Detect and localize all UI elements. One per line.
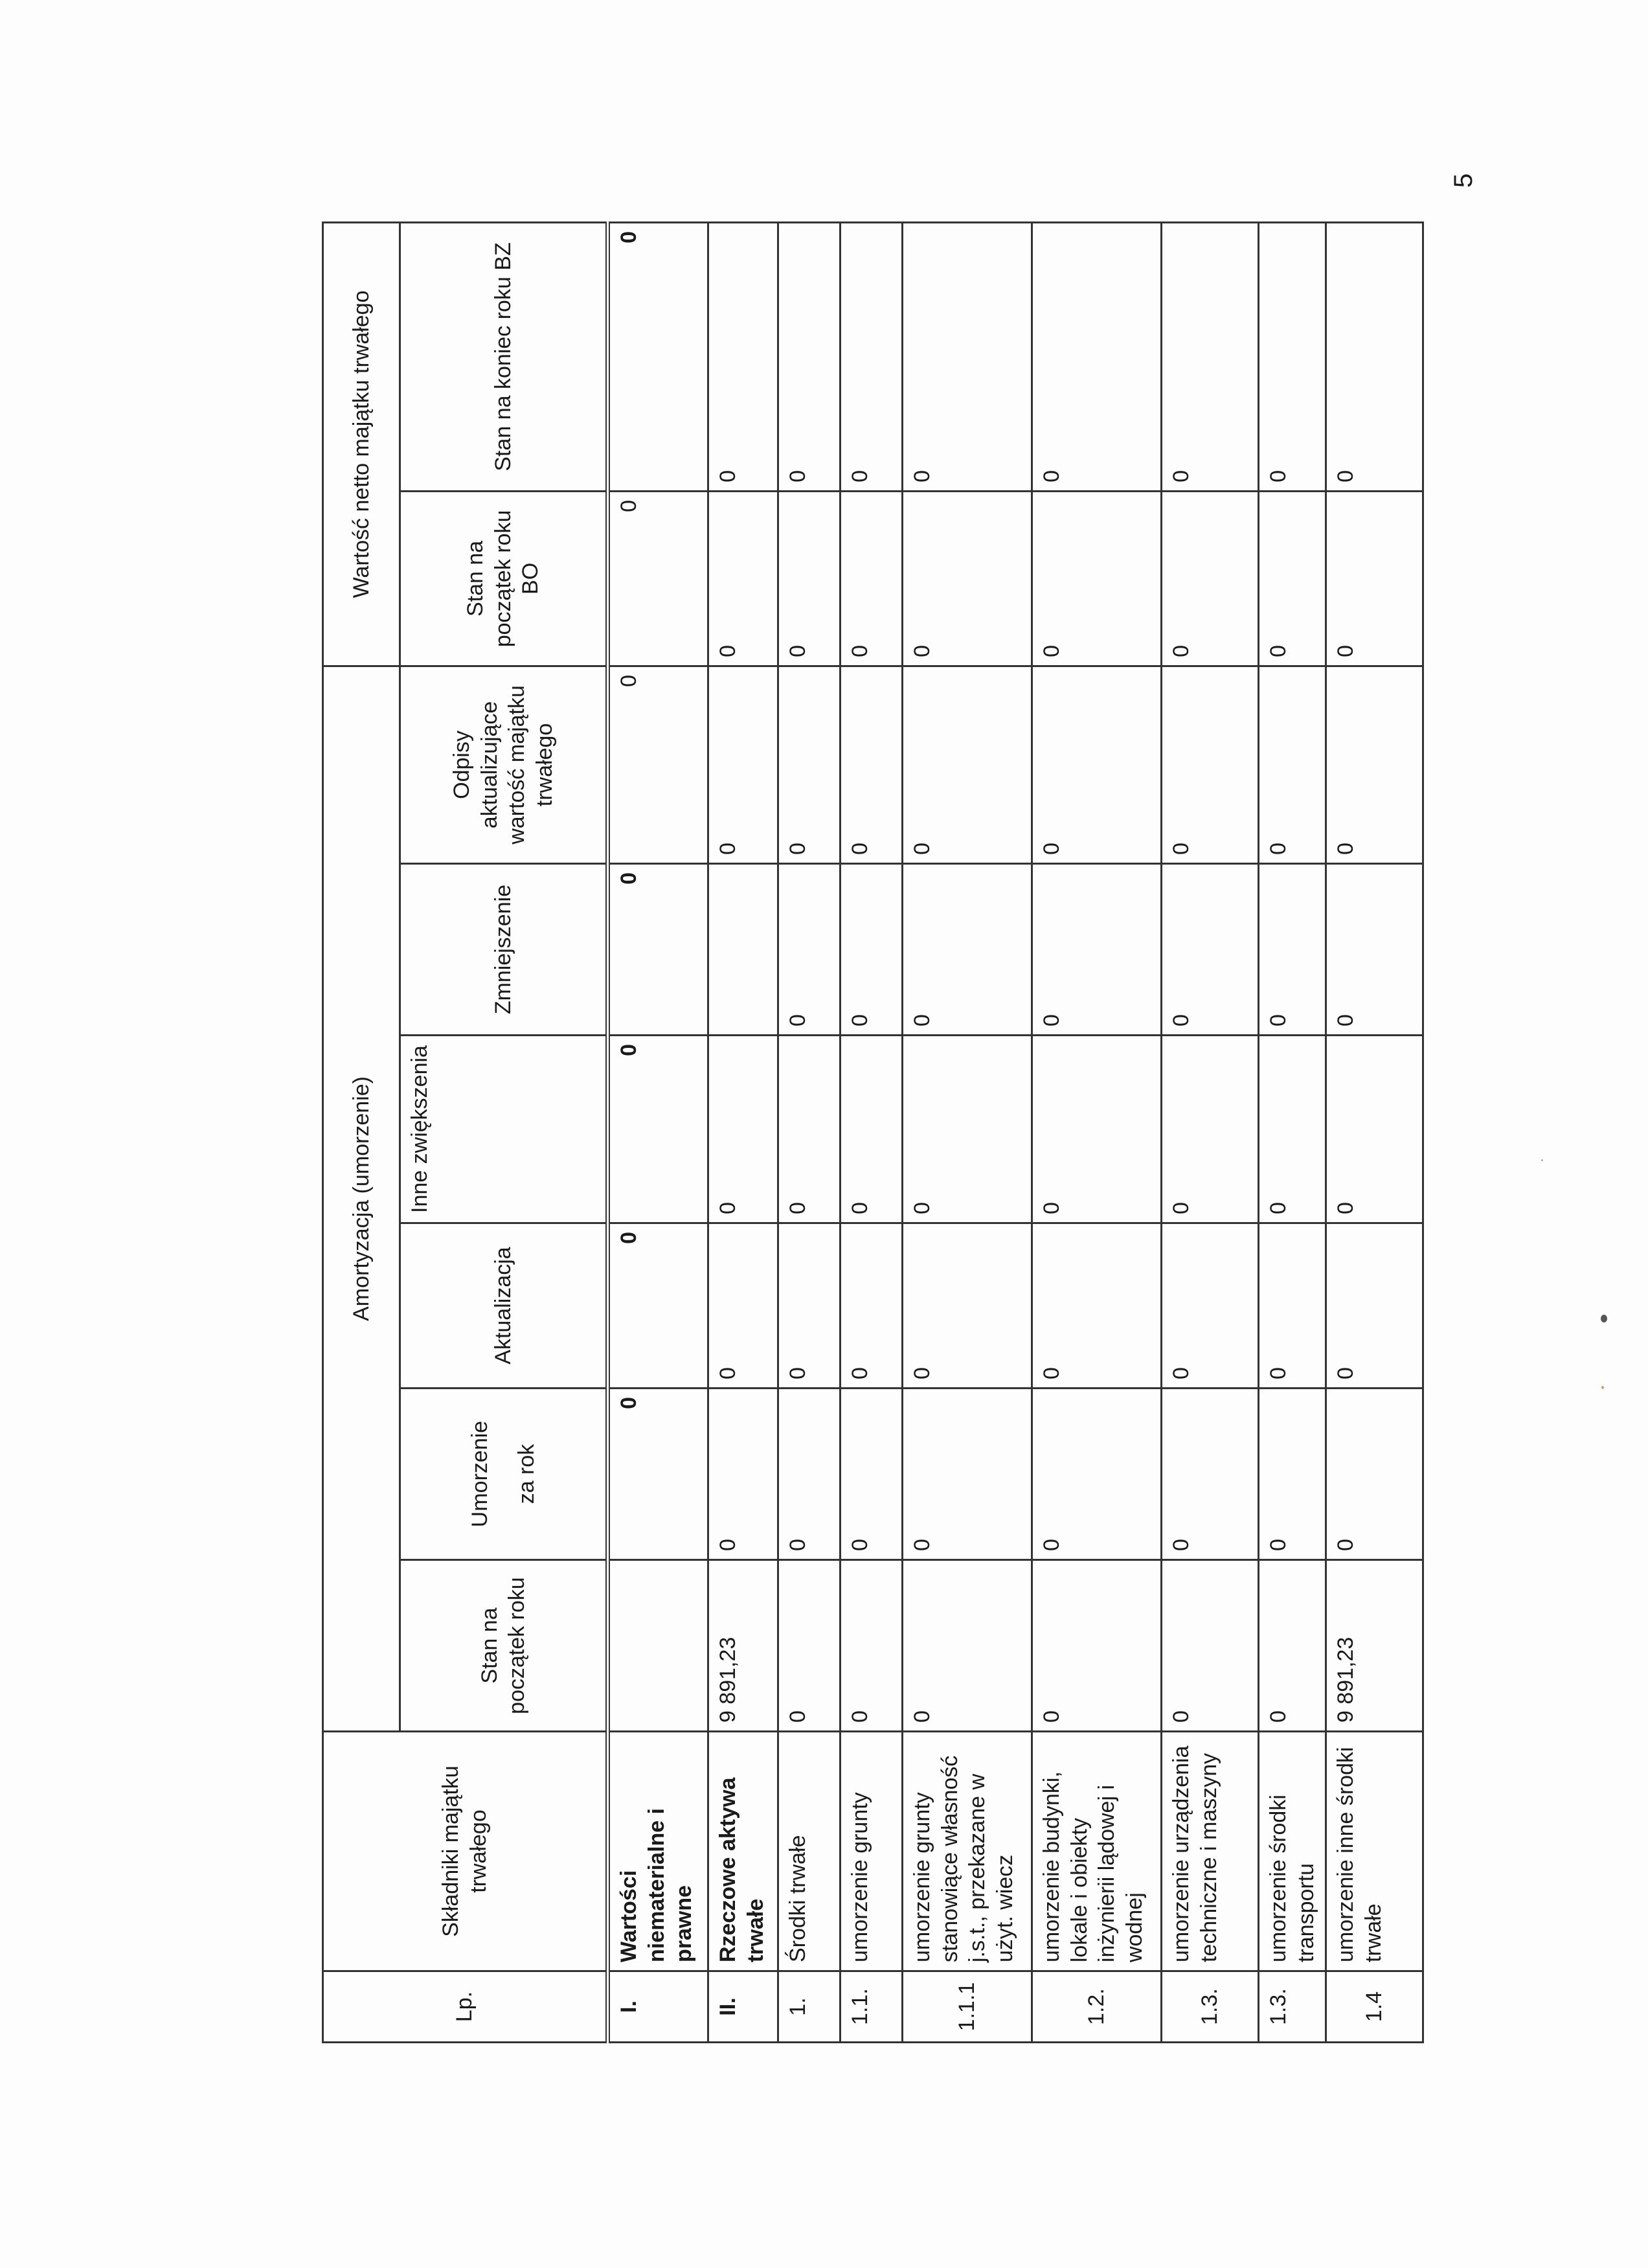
row-depreciation: 0 (1259, 1389, 1326, 1560)
net-end-header: Stan na koniec roku BZ (400, 222, 608, 491)
opening-balance-header: Stan na początek roku (400, 1560, 608, 1732)
row-depreciation: 0 (778, 1389, 841, 1560)
row-lp: 1.3. (1259, 1971, 1326, 2043)
table-row (903, 222, 1032, 2042)
row-name: umorzenie budynki, lokale i obiekty inżynierii lądowej i wodnej (1032, 1732, 1162, 1971)
row-decrease: 0 (1326, 864, 1423, 1036)
row-net-start: 0 (778, 491, 841, 666)
amortization-group-header: Amortyzacja (umorzenie) (323, 666, 400, 1731)
row-name: umorzenie środki transportu (1259, 1732, 1326, 1971)
row-impairment: 0 (1259, 666, 1326, 863)
row-net-start: 0 (608, 491, 708, 666)
row-depreciation: 0 (841, 1389, 903, 1560)
row-revaluation: 0 (1326, 1223, 1423, 1389)
impairment-header: Odpisy aktualizujące wartość majątku trwałego (400, 666, 608, 863)
row-net-end: 0 (1326, 222, 1423, 491)
net-start-header: Stan na początek roku BO (400, 491, 608, 666)
row-impairment: 0 (903, 666, 1032, 863)
lp-header: Lp. (323, 1971, 608, 2043)
row-impairment: 0 (841, 666, 903, 863)
fixed-assets-table (322, 221, 1424, 2043)
row-other-increases: 0 (1326, 1036, 1423, 1223)
row-net-start: 0 (1259, 491, 1326, 666)
row-net-start: 0 (1162, 491, 1259, 666)
table-row (1326, 222, 1423, 2042)
row-other-increases: 0 (1259, 1036, 1326, 1223)
row-net-start: 0 (1032, 491, 1162, 666)
row-revaluation: 0 (778, 1223, 841, 1389)
scan-speck (1541, 1159, 1543, 1161)
row-net-start: 0 (1326, 491, 1423, 666)
row-net-start: 0 (708, 491, 778, 666)
row-other-increases: 0 (608, 1036, 708, 1223)
row-depreciation: 0 (1326, 1389, 1423, 1560)
table-row (1032, 222, 1162, 2042)
table-row (841, 222, 903, 2042)
depreciation-header-line1: Umorzenie (467, 1420, 492, 1528)
row-revaluation: 0 (1162, 1223, 1259, 1389)
scan-speck (1601, 1315, 1607, 1322)
depreciation-header-line2: za rok (514, 1444, 539, 1504)
row-depreciation: 0 (1162, 1389, 1259, 1560)
row-opening: 9 891,23 (708, 1560, 778, 1732)
row-revaluation: 0 (608, 1223, 708, 1389)
row-decrease (708, 864, 778, 1036)
row-lp: 1. (778, 1971, 841, 2043)
row-net-end: 0 (1032, 222, 1162, 491)
row-net-start: 0 (903, 491, 1032, 666)
decrease-header: Zmniejszenie (400, 864, 608, 1036)
row-decrease: 0 (903, 864, 1032, 1036)
net-value-group-header: Wartość netto majątku trwałego (323, 222, 400, 666)
row-name: umorzenie grunty (841, 1732, 903, 1971)
row-lp: 1.2. (1032, 1971, 1162, 2043)
other-increases-header: Inne zwiększenia (400, 1036, 608, 1223)
row-lp: 1.3. (1162, 1971, 1259, 2043)
row-depreciation: 0 (608, 1389, 708, 1560)
row-lp: II. (708, 1971, 778, 2043)
row-decrease: 0 (608, 864, 708, 1036)
row-opening: 0 (1162, 1560, 1259, 1732)
row-lp: 1.1.1 (903, 1971, 1032, 2043)
row-lp: I. (608, 1971, 708, 2043)
row-decrease: 0 (1032, 864, 1162, 1036)
row-decrease: 0 (1162, 864, 1259, 1036)
row-depreciation: 0 (1032, 1389, 1162, 1560)
row-impairment: 0 (608, 666, 708, 863)
row-name: Rzeczowe aktywa trwałe (708, 1732, 778, 1971)
row-lp: 1.4 (1326, 1971, 1423, 2043)
row-opening: 0 (1259, 1560, 1326, 1732)
row-impairment: 0 (778, 666, 841, 863)
group-header-row (323, 222, 400, 2042)
row-name: umorzenie grunty stanowiące własność j.s.t., przekazane w użyt. wiecz (903, 1732, 1032, 1971)
row-other-increases: 0 (1162, 1036, 1259, 1223)
row-name: umorzenie inne środki trwałe (1326, 1732, 1423, 1971)
table-rotated-container (322, 223, 1387, 2043)
row-net-end: 0 (608, 222, 708, 491)
row-other-increases: 0 (903, 1036, 1032, 1223)
row-other-increases: 0 (1032, 1036, 1162, 1223)
row-net-end: 0 (778, 222, 841, 491)
depreciation-header (400, 1389, 608, 1560)
page-number: 5 (1449, 173, 1478, 188)
row-revaluation: 0 (1259, 1223, 1326, 1389)
row-impairment: 0 (1032, 666, 1162, 863)
row-decrease: 0 (841, 864, 903, 1036)
row-decrease: 0 (1259, 864, 1326, 1036)
table-row (608, 222, 708, 2042)
row-impairment: 0 (708, 666, 778, 863)
row-other-increases: 0 (708, 1036, 778, 1223)
row-opening: 9 891,23 (1326, 1560, 1423, 1732)
table-row (1259, 222, 1326, 2042)
row-lp: 1.1. (841, 1971, 903, 2043)
component-header: Składniki majątku trwałego (323, 1732, 608, 1971)
row-revaluation: 0 (841, 1223, 903, 1389)
row-revaluation: 0 (1032, 1223, 1162, 1389)
row-revaluation: 0 (708, 1223, 778, 1389)
row-opening: 0 (778, 1560, 841, 1732)
row-name: Wartości niematerialne i prawne (608, 1732, 708, 1971)
row-name: umorzenie urządzenia techniczne i maszyny (1162, 1732, 1259, 1971)
row-revaluation: 0 (903, 1223, 1032, 1389)
row-name: Środki trwałe (778, 1732, 841, 1971)
row-decrease: 0 (778, 864, 841, 1036)
row-opening: 0 (903, 1560, 1032, 1732)
row-net-end: 0 (708, 222, 778, 491)
row-net-start: 0 (841, 491, 903, 666)
row-opening: 0 (841, 1560, 903, 1732)
row-net-end: 0 (1259, 222, 1326, 491)
row-depreciation: 0 (903, 1389, 1032, 1560)
table-row (1162, 222, 1259, 2042)
row-net-end: 0 (841, 222, 903, 491)
row-other-increases: 0 (778, 1036, 841, 1223)
row-net-end: 0 (903, 222, 1032, 491)
row-opening (608, 1560, 708, 1732)
row-impairment: 0 (1326, 666, 1423, 863)
row-depreciation: 0 (708, 1389, 778, 1560)
row-other-increases: 0 (841, 1036, 903, 1223)
row-impairment: 0 (1162, 666, 1259, 863)
revaluation-header: Aktualizacja (400, 1223, 608, 1389)
row-net-end: 0 (1162, 222, 1259, 491)
scan-speck (1601, 1386, 1604, 1389)
table-row (778, 222, 841, 2042)
table-row (708, 222, 778, 2042)
row-opening: 0 (1032, 1560, 1162, 1732)
